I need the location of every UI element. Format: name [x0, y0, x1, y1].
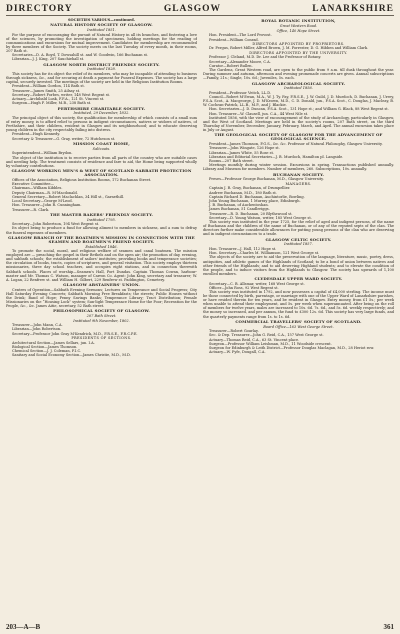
section-heading: MISSION COAST HOME,: [73, 141, 130, 147]
entry-paragraph: President—William Gordon, 114 Bath st.: [12, 84, 85, 89]
section-heading: THE GEOLOGICAL SOCIETY OF GLASGOW FOR THE ADVANCEMENT OF GEOLOGICAL SCIENCE.: [214, 132, 383, 142]
entry-paragraph: General Secretary—Robert Maclachlan, 34 Hill st., Garnethill.: [12, 194, 125, 199]
entry-paragraph: Secretary & Treasurer—G. Gray, writer, 72 Hutcheson st.: [12, 136, 116, 141]
entry-paragraph: Secretaries—D. A. Boyd, T. Dowsahill st. and W. Goodwin, 166 Buchanan st.: [12, 53, 149, 58]
entry-paragraph: Sanitary and Social Economy Section—James Christie, M.D., M.D.: [12, 353, 131, 358]
entry-paragraph: President—Professor Veitch, LL.D.: [209, 90, 272, 95]
entry-paragraph: Secretary—John Robertson, 194 West Regent st.: [12, 222, 100, 227]
section-subheading: Instituted 9th November, 1802.: [73, 318, 130, 323]
entry-paragraph: Secretary—Professor John Gray M'Kendrick, M.D., F.R.S.E., F.R.C.P.E.: [12, 331, 138, 336]
entry-paragraph: Librarian—J. J. King, 207 Sauchiehall st.: [12, 57, 85, 62]
list-title: DIRECTORS APPOINTED BY THE UNIVERSITY.: [249, 50, 348, 55]
entry-paragraph: Hon. Secretaries—J. D. Duncan, F.S.A. Scot., 131 Hope st.; and William G. Black, 88 West Regent st.: [209, 107, 389, 112]
entry-paragraph: Its object being to produce a fund for allowing aliment to members in sickness, and a sum to defray the funeral expenses of members.: [6, 226, 197, 235]
section-subheading: Instituted 1857.: [284, 242, 313, 247]
section-subheading: Great Western Road.: [279, 24, 318, 29]
running-head-left: DIRECTORY: [6, 4, 73, 14]
section-heading: GLASGOW ARCHAEOLOGICAL SOCIETY.: [251, 80, 346, 86]
entry-paragraph: To promote the social, moral, and religious welfare of seamen and canal boatmen. The mission employed are — preaching the gospel in their Bethels and on the open air; the promotion of day, evening, and sabbath schools; the establishment of sailors' institutes; providing books and temperance societies; the circulation of books, tracts, copies of scriptures, and general visitation. This society employs thirteen missionaries, three day school teachers, and occupies eight stations, and in connection therewith Sabbath schools. Places of worship—Seamen's Hall, Port Dundas. Captain Thomas Cowan, harbour-master and Mr. Thomas C. Watson, manager of Carron Co. Agent: John King, secretary and treasurer; W. A. Logan, 22 Renfrew st. and William H. Gilbert, 229 Renfrew st. Paddington, Cemetery.: [6, 249, 197, 282]
entry-paragraph: Biological Section—James Thomson.: [12, 344, 78, 349]
entry-paragraph: Secretary—Alexander Moore, C.A.: [209, 59, 271, 64]
entry-paragraph: Surgeon—Hugh F. Miller, M.B., 238 Bath st.: [12, 101, 92, 106]
entry-paragraph: Hon. Treasurer—W. Clausell, jun. C.A., 44 West Nile st.: [209, 111, 309, 116]
entry-paragraph: Actuary—W. Fyfe, Dougall, C.A.: [209, 350, 266, 355]
entry-paragraph: Preses—Professor George Buchanan, M.D., Glasgow University.: [209, 177, 324, 182]
section-heading: GLASGOW ABSTAINERS' UNION.: [63, 282, 140, 288]
entry-paragraph: The objects of the society are to aid the preservation of the language, literature, music, poetry, dress, antiquities, and athletic games of the Highlands of Scotland; to be a bond of union between natives and other friends of the Highlands; and to aid deserving Highland students; and to elevate the condition of the people, and to induce visitors from the Highlands to Glasgow. The society has upwards of 1,100 enrolled members.: [203, 255, 394, 276]
entry-paragraph: President—Hugh Kennedy.: [12, 132, 61, 137]
list-title: MANAGERS.: [285, 181, 312, 186]
entry-paragraph: Executive Committee—: [12, 182, 55, 187]
entry-paragraph: Sec. & Dep. Treasurer—John G. Reid, C.A., 157 West George st.: [209, 333, 324, 338]
running-head: [6, 4, 394, 16]
entry-paragraph: Hon. Treasurer—J. Hall, 112 Hope st.: [209, 247, 277, 252]
entry-paragraph: Professor J. Cleland, M.D. Dr. Lee and the Professor of Botany.: [209, 55, 322, 60]
entry-paragraph: Captain Richard D. Buchanan, Auchintorlie, Bowling.: [209, 194, 305, 199]
section-subheading: 207 Bath Street.: [86, 313, 117, 318]
footer-signature: 203—A—B: [6, 623, 41, 631]
section-heading: GLASGOW BRANCH OF THE BOATMEN'S MISSION IN CONNECTION WITH THE SEAMEN AND BOATMEN'S FRIEND SOCIETY.: [8, 234, 195, 244]
entry-paragraph: Hon. President—The Lord Provost.: [209, 33, 272, 38]
entry-paragraph: Architectural Section—James Sellars, jun. I.A.: [12, 340, 95, 345]
entry-paragraph: This society was instituted in 1792, and now possesses a capital of £4,000 sterling. The income must be those connected by birth, parentage, or marriage with one of the Upper Ward of Lanarkshire parishes, or have resided therein for ten years, and be resident in Glasgow. Entry money, from £1 5s.; per week when unable to attend their employment, and 5s. per week when superannuated. After being on the roll of members for twelve years, males are increased to 10s. 6d. 7s. 6d., and 5s. 6d. weekly respectively; and the money so increased, and per annum, the fund to £300 12s. 6d. This society has very large funds, and the quarterly payments range from 1s. to 1s. 6d.: [203, 290, 394, 319]
entry-paragraph: Surgeon for Edinburgh & Leith District—Professor Douglas Maclagan, M.D., 28 Heriot row.: [209, 346, 375, 351]
section-subheading: Saltcoats.: [92, 146, 111, 151]
section-subheading: Instituted 1828.: [87, 67, 116, 72]
section-subheading: Instituted, 29 December, 1832.: [73, 111, 130, 116]
entry-paragraph: Treasurer—James Smith, 25 Ailsay st.: [12, 88, 81, 93]
entry-paragraph: Hon. Secretary—Charles M. Williamson, 121 West George st.: [209, 251, 320, 256]
entry-paragraph: Surgeon—Professor William Leishman, M.D., 11 Woodside crescent.: [209, 341, 332, 346]
left-column: [6, 18, 197, 624]
entry-paragraph: Hon. Treasurer—John R. Cunningham.: [12, 203, 82, 208]
entry-paragraph: Treasurer—R. Clark.: [12, 207, 50, 212]
section-heading: NATURAL HISTORY SOCIETY OF GLASGOW.: [50, 22, 153, 28]
section-subheading: Board Office—163 West George Street.: [263, 324, 334, 329]
entry-paragraph: Dr. Fergus, Robert Miller, Alfred Brown, J. M. Forrester, D. G. Hibben and William Clark.: [209, 46, 369, 51]
entry-paragraph: The principal object of this society, the qualification for membership of which consists of a small sum of entry money, is to afford relief to persons in indigent circumstances, natives or widows of natives, of Perthshire, and their children, resident in Glasgow and its neighbourhood; and to educate deserving young children in the city respectably failing into distress.: [6, 116, 197, 133]
entry-paragraph: Deputy Chairman—R. M'Macdonald.: [12, 190, 78, 195]
entry-paragraph: Offices of the Association, Religious Institution Rooms, 172 Buchanan Street.: [12, 177, 152, 182]
entry-paragraph: James Buchanan, 51 Candleriggs.: [209, 207, 270, 212]
entry-paragraph: Curator—Robert Bullen.: [209, 63, 253, 68]
entry-paragraph: Treasurer—R. D. Buchanan, 20 Blythswood st.: [209, 211, 293, 216]
entry-paragraph: Secretary—C. B. Allsmar, writer, 168 West George st.: [209, 281, 305, 286]
section-heading: COMMERCIAL TRAVELLERS' SOCIETY OF SCOTLAND.: [235, 318, 362, 324]
entry-paragraph: Chairman—William Kibbles.: [12, 186, 63, 191]
entry-paragraph: For the purpose of encouraging the pursuit of Natural History in all its branches, and fostering a love of the sciences, by promoting the investigation of specimens, holding meetings for the reading of communications and excursions for mutual improvement. Candidates for membership are recommended by three members of the Society. The society meets on the last Tuesday of every month, in their rooms, 207 Bath st.: [6, 32, 197, 53]
section-heading: GLASGOW NORTH DISTRICT FRIENDLY SOCIETY.: [43, 61, 160, 67]
entry-paragraph: Officer—John Ross, 92 West Regent st.: [209, 285, 279, 290]
entry-paragraph: The object of the institution is to receive parties from all parts of the country who are suitable cases and needing help. The treatment consists of residence and fare to aid, the Home being supported wholly by voluntary contributions.: [6, 155, 197, 168]
entry-paragraph: Council—Robert M'Ewan, M.A., W. J. Ty. Fay, F.R.S.E., J. W. Guild, J. D. Murdoch, D. Buchanan, J. Urrey, F.S.A. Scot., A. Macgeorge, J. D. M'Keown, M.D., C. D. Donald, jun., F.S.A. Scot., C. Douglas, J. Macleay, B. W. Cochran-Patrick, LL.B., M.P., and J. Blackie.: [203, 95, 394, 108]
entry-paragraph: J. B. Buchanan, of Auchentoshan.: [209, 203, 269, 208]
section-subheading: Established 1846.: [85, 244, 118, 249]
entry-paragraph: Meetings monthly during winter session. Excursions in spring. Transactions published annually. Library and Museum for members. Number of members, 260. Subscriptions, 10s. annually.: [203, 163, 394, 172]
entry-paragraph: Superintendent—William Brydon.: [12, 151, 73, 156]
list-title: DIRECTORS APPOINTED BY PROPRIETORS.: [252, 41, 345, 46]
entry-paragraph: President—William Conrad.: [209, 37, 259, 42]
list-title: PRESIDENTS OF SECTIONS.: [71, 335, 132, 340]
section-heading: PERTHSHIRE CHARITABLE SOCIETY.: [57, 105, 146, 111]
section-heading: CLYDESDALE UPPER WARD SOCIETY.: [254, 276, 343, 282]
entry-paragraph: Treasurer—Robert Gourlay.: [209, 329, 259, 334]
page-number: 361: [383, 623, 394, 631]
right-column: [203, 18, 394, 624]
section-subheading: Instituted 1851.: [87, 28, 116, 33]
entry-paragraph: Centres of Operation—Sabbath Evening Sermons; Lectures on Temperance and Social Progress; City Hall Saturday Evening Concerts; Sabbath Morning Free Breakfasts; the streets; Public Houses without the Drink; Band of Hope; Penny Savings Banks; Temperance Library; Tract Distribution; Female Missionaries on the “Housing Lock” system; Sun-light Temperance Home for the Poor; Recreation for the People, &c., &c. James Aitie, secretary, 52 Bath street.: [6, 287, 197, 308]
entry-paragraph: Andrew Buchanan, M.D., 180 Bath st.: [209, 190, 277, 195]
entry-paragraph: Secretary—Robert Forbes, writer, 148 West Regent st.: [12, 92, 111, 97]
running-head-center: GLASGOW: [163, 4, 221, 14]
entry-paragraph: Instituted 1856, with the view of encouragement of the study of Archaeology, particularly in Glasgow, and the West of Scotland. Meetings are held in the society's rooms, 207 Bath street, on the third Thursday of November, December, January, February, March, and April. The annual excursion takes place in July or August.: [203, 115, 394, 132]
section-subheading: Instituted 1856.: [284, 86, 313, 91]
entry-paragraph: Treasurer—John Wingate, 126 Hope st.: [209, 146, 280, 151]
section-heading: PHILOSOPHICAL SOCIETY OF GLASGOW.: [53, 308, 150, 314]
continued-heading: SOCIETIES VARIOUS—continued.: [68, 18, 135, 22]
entry-paragraph: Librarian—James White, 55 Rose st.: [209, 150, 275, 155]
entry-paragraph: Captain J. R. Gray, Buchanan, of Drumpellier.: [209, 186, 291, 191]
entry-paragraph: John Young Buchanan, 1 Murray place, Edinburgh.: [209, 198, 301, 203]
entry-paragraph: President—James Thomson, F.G.S., &c. &c. Professor of Natural Philosophy, Glasgow University.: [209, 142, 383, 147]
section-heading: ROYAL BOTANIC INSTITUTION,: [261, 18, 336, 24]
entry-paragraph: Librarian and Editorial Secretaries—J. B. Murdoch, Hamilton pl. Langside.: [209, 154, 344, 159]
two-column-body: [6, 18, 394, 624]
entry-paragraph: This society has for its object the relief of its members, who may be incapable of attending to business through sickness, &c., and for securing at death a payment for Funeral Expenses. The society has a large capital, securely invested. The meetings of the society are held in the Religious Institution Rooms.: [6, 72, 197, 85]
entry-paragraph: Chemical Section—J. J. Coleman, F.I.C.: [12, 349, 82, 354]
section-heading: THE MASTER BAKERS' FRIENDLY SOCIETY.: [49, 211, 154, 217]
entry-paragraph: Actuary—Archibald Lusk, F.F.A., 121 St. Vincent st.: [12, 97, 105, 102]
entry-paragraph: Treasurer—John Mann, C.A.: [12, 323, 63, 328]
section-subheading: Instituted 1795.: [87, 217, 116, 222]
entry-paragraph: Secretary—D. Young Watson, writer, 185 West George st.: [209, 215, 312, 220]
entry-paragraph: The Gardens, Great Western road, are open to the public from 9 a.m. till dusk throughout the year. During summer and autumn, afternoon and evening promenade concerts are given. Annual subscriptions—Family, 21s.; Single, 10s. 6d.; Juveniles, 5s. each.: [203, 68, 394, 81]
entry-paragraph: Librarian—John Robertson.: [12, 327, 62, 332]
page-footer: [6, 623, 394, 631]
section-heading: BUCHANAN SOCIETY.: [272, 171, 325, 177]
entry-paragraph: Actuary—Thomas Reid, C.A., 63 St. Vincent place.: [209, 337, 300, 342]
entry-paragraph: This society was instituted in the year 1725, for the relief of aged and indigent persons, of the name of Buchanan and the children of the name of Buchanan, or of any of the reputed septs of the clan. The directors further make considerable allowances for putting young persons of the clan who are deserving and in indigent circumstances to a trade.: [203, 220, 394, 237]
entry-paragraph: Local Secretary—George M'Leod.: [12, 199, 73, 204]
section-subheading: Office, 140 Hope Street.: [276, 28, 321, 33]
section-heading: GLASGOW CELTIC SOCIETY.: [265, 236, 332, 242]
section-heading: GLASGOW WORKING MEN'S & WEST OF SCOTLAND SABBATH PROTECTION ASSOCIATION.: [11, 168, 192, 178]
entry-paragraph: Rooms—207 Bath street.: [209, 159, 254, 164]
running-head-right: LANARKSHIRE: [312, 4, 394, 14]
